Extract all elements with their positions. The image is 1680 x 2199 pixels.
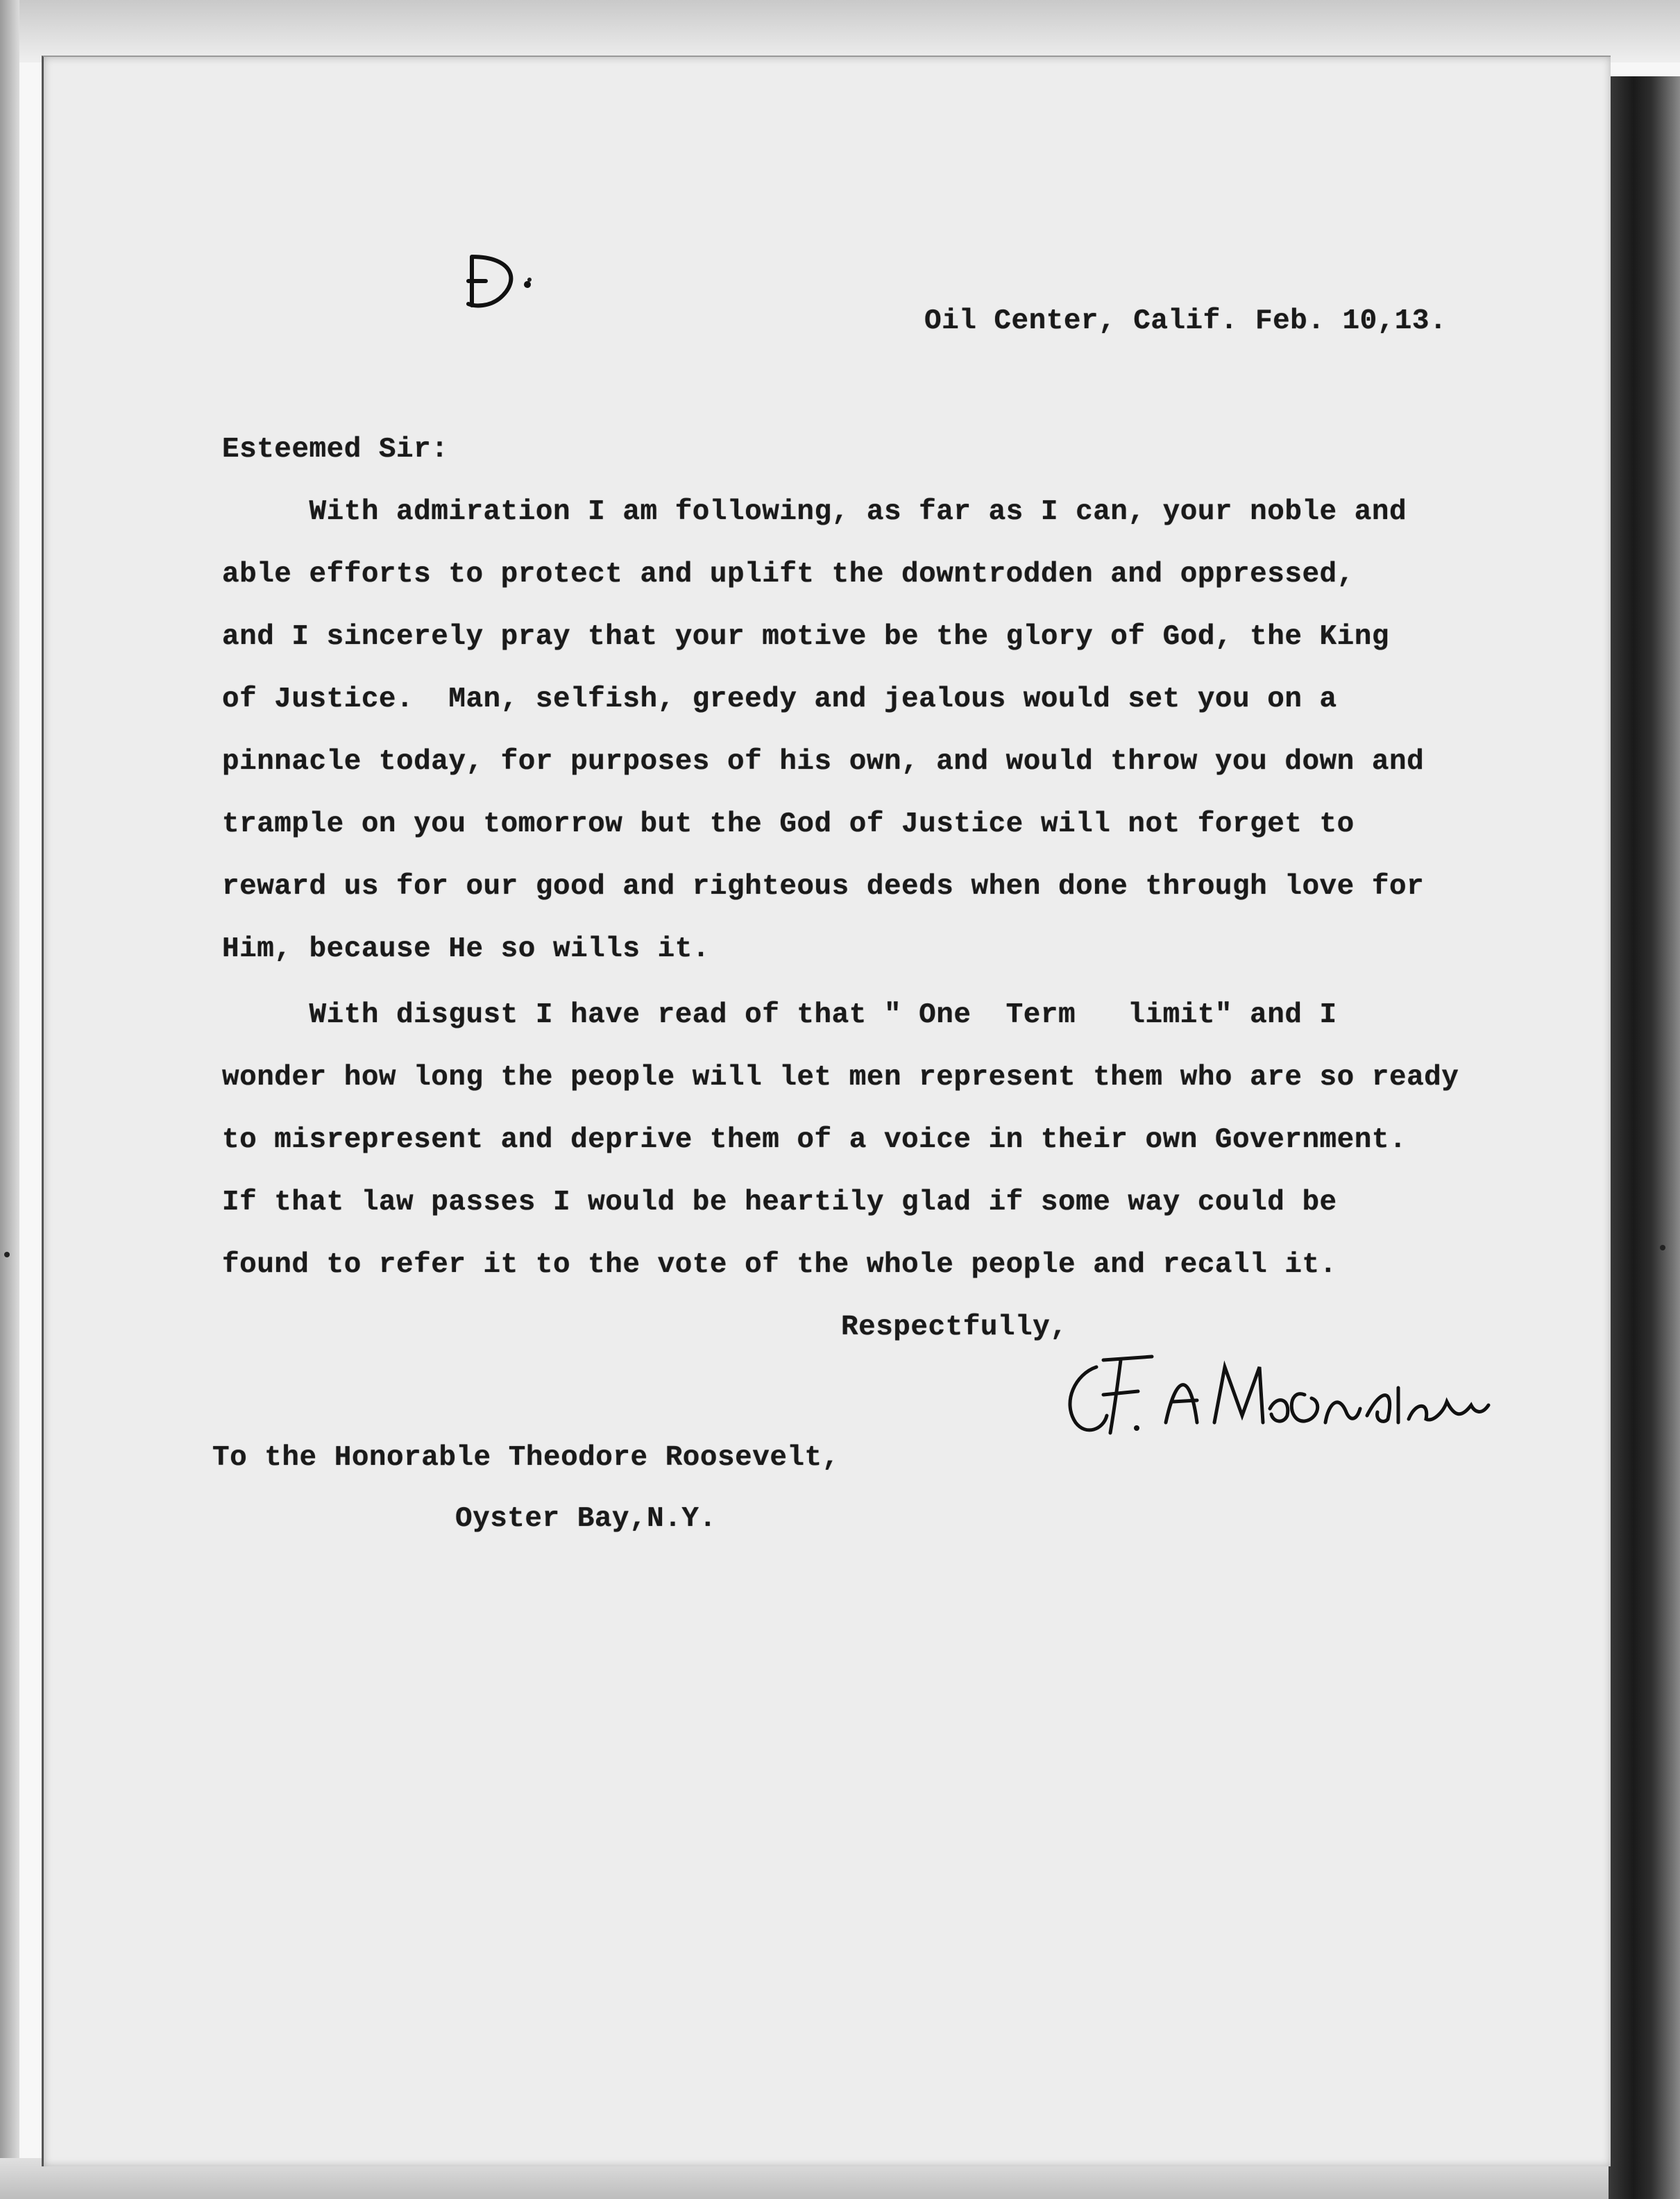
body-line: trample on you tomorrow but the God of Justice will not forget to [222,808,1355,840]
letter-paper [42,56,1611,2166]
body-line: to misrepresent and deprive them of a voice in their own Government. [222,1124,1407,1156]
stray-mark [1660,1245,1665,1250]
addressee: To the Honorable Theodore Roosevelt, [212,1442,840,1474]
body-line: pinnacle today, for purposes of his own, and would throw you down and [222,746,1425,778]
handwritten-mark [458,243,534,319]
body-line: able efforts to protect and uplift the downtrodden and oppressed, [222,559,1355,591]
body-line: and I sincerely pray that your motive be the glory of God, the King [222,621,1389,653]
stray-mark [4,1252,10,1257]
stray-mark [527,278,532,282]
signature [1055,1346,1499,1443]
address-line: Oyster Bay,N.Y. [455,1503,717,1535]
body-line: With disgust I have read of that " One Term limit" and I [222,999,1337,1031]
scan-edge-right [1609,76,1680,2199]
closing: Respectfully, [841,1311,1068,1343]
body-line: reward us for our good and righteous deeds when done through love for [222,871,1425,903]
body-line: If that law passes I would be heartily glad if some way could be [222,1187,1337,1219]
scan-edge-left [0,0,19,2199]
salutation: Esteemed Sir: [222,434,449,466]
body-line: of Justice. Man, selfish, greedy and jealous would set you on a [222,684,1337,715]
body-line: Him, because He so wills it. [222,933,710,965]
body-line: With admiration I am following, as far as I can, your noble and [222,496,1407,528]
body-line: found to refer it to the vote of the whole people and recall it. [222,1249,1337,1281]
dateline: Oil Center, Calif. Feb. 10,13. [924,305,1448,337]
scan-edge-top [0,0,1680,62]
body-line: wonder how long the people will let men represent them who are so ready [222,1062,1459,1094]
